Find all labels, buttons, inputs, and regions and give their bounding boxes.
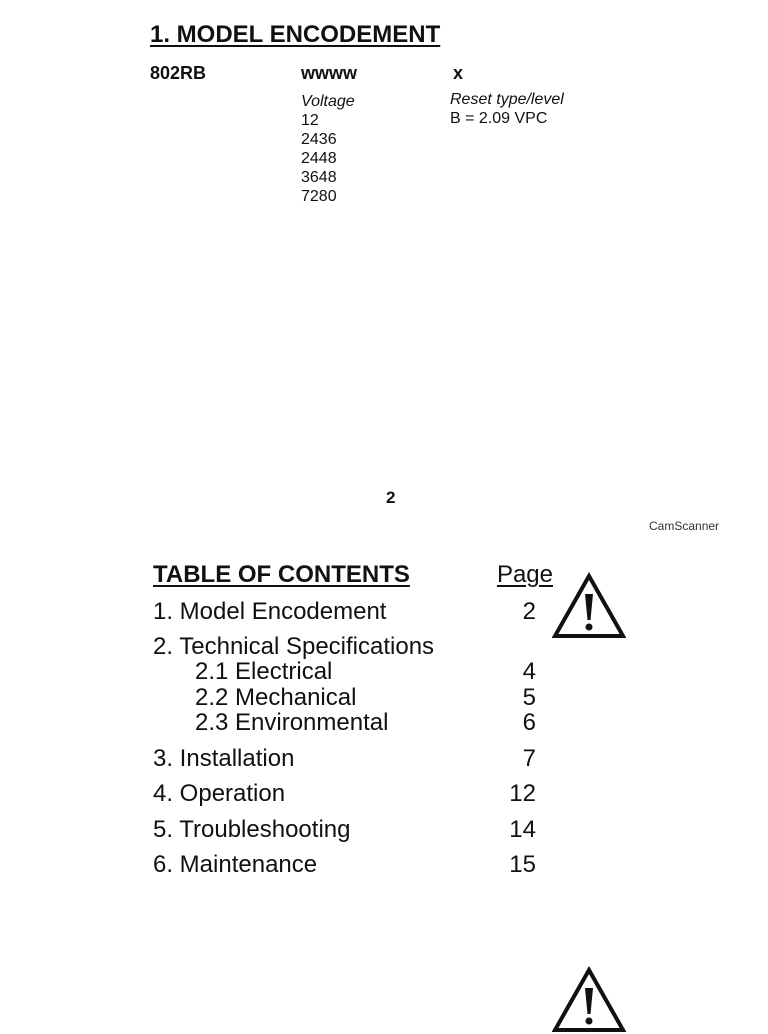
scanner-watermark: CamScanner <box>649 519 720 533</box>
toc-entry-page: 2 <box>522 598 536 625</box>
page-number: 2 <box>386 488 396 507</box>
voltage-value: 7280 <box>301 188 337 205</box>
voltage-code: wwww <box>301 63 358 83</box>
model-code: 802RB <box>150 63 207 83</box>
reset-column <box>450 90 564 128</box>
toc-entry-label: 2.3 Environmental <box>195 709 389 736</box>
toc-entry <box>153 780 536 808</box>
toc-entry-page: 14 <box>509 816 536 843</box>
toc-entry-label: 5. Troubleshooting <box>153 816 351 843</box>
toc-entry-label: 2. Technical Specifications <box>153 633 435 660</box>
toc-entry <box>153 633 536 661</box>
reset-value: B = 2.09 VPC <box>450 110 548 127</box>
toc-entry <box>153 816 536 844</box>
toc-entry <box>153 658 536 686</box>
warning-triangle-icon <box>552 572 626 640</box>
toc-entry-label: 2.2 Mechanical <box>195 684 357 711</box>
voltage-value: 3648 <box>301 169 337 186</box>
toc-entry-page: 12 <box>509 780 536 807</box>
toc-entry-page: 7 <box>522 745 536 772</box>
reset-heading: Reset type/level <box>450 91 564 108</box>
reset-code: x <box>453 63 464 83</box>
voltage-column <box>301 92 355 206</box>
toc-page-label: Page <box>496 561 553 588</box>
toc-entry <box>153 851 536 879</box>
toc-entry-label: 6. Maintenance <box>153 851 318 878</box>
encodement-title: 1. MODEL ENCODEMENT <box>150 21 441 48</box>
toc-entry-page: 15 <box>509 851 536 878</box>
voltage-value: 2448 <box>301 150 337 167</box>
toc-entry <box>153 598 536 626</box>
toc-entry <box>153 709 536 737</box>
toc-entry <box>153 684 536 712</box>
toc-title: TABLE OF CONTENTS <box>153 561 410 588</box>
toc-entry-label: 2.1 Electrical <box>195 658 333 685</box>
toc-entry-label: 3. Installation <box>153 745 295 772</box>
toc-entry-label: 4. Operation <box>153 780 286 807</box>
voltage-value: 2436 <box>301 131 337 148</box>
toc-entry-page: 6 <box>522 709 536 736</box>
toc-entry <box>153 745 536 773</box>
voltage-value: 12 <box>301 112 319 129</box>
toc-entry-label: 1. Model Encodement <box>153 598 387 625</box>
toc-entry-page: 4 <box>522 658 536 685</box>
toc-header <box>153 561 553 593</box>
toc-entry-page: 5 <box>522 684 536 711</box>
voltage-heading: Voltage <box>301 93 355 110</box>
